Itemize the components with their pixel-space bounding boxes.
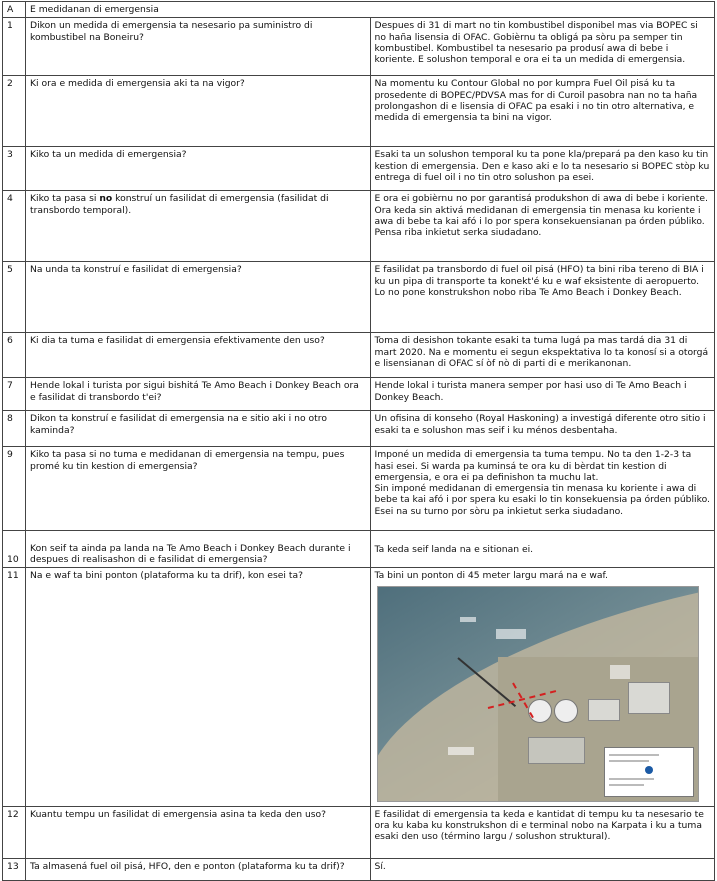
row-number: 7 bbox=[3, 378, 26, 411]
table-row bbox=[3, 18, 715, 76]
map-label bbox=[448, 747, 474, 755]
row-number: 8 bbox=[3, 411, 26, 447]
table-row bbox=[3, 806, 715, 858]
row-number: 4 bbox=[3, 191, 26, 262]
row-answer: Esaki ta un solushon temporal ku ta pone kla/prepará pa den kaso ku tin kestion di emergensia. Den e kaso aki e lo ta nesesario si BOPEC stòp ku entrega di fuel oil i no tin otro solushon pa esei. bbox=[370, 147, 715, 191]
row-number: 10 bbox=[3, 531, 26, 568]
table-row bbox=[3, 147, 715, 191]
row-question: Dikon un medida di emergensia ta nesesario pa suministro di kombustibel na Boneiru? bbox=[26, 18, 371, 76]
header-title: E medidanan di emergensia bbox=[26, 2, 715, 18]
row-question bbox=[26, 191, 371, 262]
table-row bbox=[3, 858, 715, 880]
row-question: Ki ora e medida di emergensia aki ta na vigor? bbox=[26, 76, 371, 147]
table-row bbox=[3, 76, 715, 147]
table-row bbox=[3, 447, 715, 531]
row-answer: Ta keda seif landa na e sitionan ei. bbox=[370, 531, 715, 568]
map-building bbox=[588, 699, 620, 721]
site-map-image bbox=[377, 586, 699, 802]
row-number: 2 bbox=[3, 76, 26, 147]
row-question: Ta almasená fuel oil pisá, HFO, den e ponton (plataforma ku ta drif)? bbox=[26, 858, 371, 880]
row-answer: Sí. bbox=[370, 858, 715, 880]
table-row bbox=[3, 411, 715, 447]
row-number: 9 bbox=[3, 447, 26, 531]
row-question: Hende lokal i turista por sigui bishitá Te Amo Beach i Donkey Beach ora e fasilidat di transbordo t'ei? bbox=[26, 378, 371, 411]
royal-haskoning-logo-icon bbox=[645, 766, 653, 774]
row-question: Kiko ta pasa si no tuma e medidanan di emergensia na tempu, pues promé ku tin kestion di emergensia? bbox=[26, 447, 371, 531]
row-answer: Ta bini un ponton di 45 meter largu mará na e waf. bbox=[374, 570, 608, 582]
row-answer: Na momentu ku Contour Global no por kumpra Fuel Oil pisá ku ta prosedente di BOPEC/PDVSA mas for di Curoil pasobra nan no ta haña prolongashon di e lisensia di OFAC pa esaki i no tin otro alternativa, e medida di emergensia ta bini na vigor. bbox=[370, 76, 715, 147]
row-question: Dikon ta konstruí e fasilidat di emergensia na e sitio aki i no otro kaminda? bbox=[26, 411, 371, 447]
map-building bbox=[628, 682, 670, 714]
table-row bbox=[3, 262, 715, 333]
row-answer: Despues di 31 di mart no tin kombustibel disponibel mas via BOPEC si no haña lisensia di OFAC. Gobièrnu ta obligá pa sòru pa semper tin kombustibel. Kombustibel ta nesesario pa produsí awa di bebe i koriente. E solushon temporal e ora ei ta un medida di emergensia. bbox=[370, 18, 715, 76]
table-row bbox=[3, 191, 715, 262]
question-text-pre: Kiko ta pasa si bbox=[30, 193, 100, 205]
row-answer: E fasilidat di emergensia ta keda e kantidat di tempu ku ta nesesario te ora ku kaba ku konstrukshon di e terminal nobo na Karpata i ku a tuma esaki den uso (término largu / solushon struktural). bbox=[370, 806, 715, 858]
row-answer: Hende lokal i turista manera semper por hasi uso di Te Amo Beach i Donkey Beach. bbox=[370, 378, 715, 411]
row-answer: Imponé un medida di emergensia ta tuma tempu. No ta den 1-2-3 ta hasi esei. Si warda pa kuminsá te ora ku di bèrdat tin kestion di emergensia, e ora ei pa definishon ta muchu lat. Sin imponé medidanan di emergensia tin menasa ku koriente i awa di bebe ta kai afó i por spera ku esaki lo tin konsekuensia pa órden públiko. Esei na su turno por sòru pa inkietut serka siudadano. bbox=[370, 447, 715, 531]
row-question: Kiko ta un medida di emergensia? bbox=[26, 147, 371, 191]
question-text-bold: no bbox=[99, 193, 113, 205]
row-question: Kon seif ta ainda pa landa na Te Amo Beach i Donkey Beach durante i despues di realisashon di e fasilidat di emergensia? bbox=[26, 531, 371, 568]
map-label bbox=[496, 629, 526, 639]
row-number: 13 bbox=[3, 858, 26, 880]
header-col-a: A bbox=[3, 2, 26, 18]
row-answer-cell bbox=[370, 568, 715, 806]
map-storage-tank bbox=[554, 699, 578, 723]
row-number: 5 bbox=[3, 262, 26, 333]
question-text-post: konstruí un fasilidat di emergensia (fasilidat di transbordo temporal). bbox=[30, 193, 329, 216]
map-legend bbox=[604, 747, 694, 797]
row-question: Na unda ta konstruí e fasilidat di emergensia? bbox=[26, 262, 371, 333]
map-storage-tank bbox=[528, 699, 552, 723]
map-label bbox=[610, 665, 630, 679]
row-question: Ki dia ta tuma e fasilidat di emergensia efektivamente den uso? bbox=[26, 333, 371, 378]
row-number: 11 bbox=[3, 568, 26, 806]
row-answer: Toma di desishon tokante esaki ta tuma lugá pa mas tardá dia 31 di mart 2020. Na e momentu ei segun ekspektativa lo ta konosí si a otorgá e lisensianan di OFAC sí òf nò di parti di e merikanonan. bbox=[370, 333, 715, 378]
table-row bbox=[3, 568, 715, 806]
map-building bbox=[528, 737, 585, 764]
row-question: Kuantu tempu un fasilidat di emergensia asina ta keda den uso? bbox=[26, 806, 371, 858]
row-answer: Un ofisina di konseho (Royal Haskoning) a investigá diferente otro sitio i esaki ta e solushon mas seif i ku ménos desbentaha. bbox=[370, 411, 715, 447]
row-number: 1 bbox=[3, 18, 26, 76]
table-row bbox=[3, 378, 715, 411]
row-number: 12 bbox=[3, 806, 26, 858]
table-row bbox=[3, 333, 715, 378]
row-question: Na e waf ta bini ponton (plataforma ku ta drif), kon esei ta? bbox=[26, 568, 371, 806]
table-row bbox=[3, 531, 715, 568]
map-label bbox=[460, 617, 476, 622]
row-answer: E ora ei gobièrnu no por garantisá produkshon di awa di bebe i koriente. Ora keda sin aktivá medidanan di emergensia tin menasa ku koriente i awa di bebe ta kai afó i lo por spera konsekuensianan pa órden públiko. Pensa riba inkietut serka siudadano. bbox=[370, 191, 715, 262]
row-answer: E fasilidat pa transbordo di fuel oil pisá (HFO) ta bini riba tereno di BIA i ku un pipa di transporte ta konekt'é ku e waf eksistente di aeropuerto. Lo no pone konstrukshon nobo riba Te Amo Beach i Donkey Beach. bbox=[370, 262, 715, 333]
row-number: 3 bbox=[3, 147, 26, 191]
table-header-row bbox=[3, 2, 715, 18]
row-number: 6 bbox=[3, 333, 26, 378]
emergency-measures-table bbox=[2, 1, 715, 881]
